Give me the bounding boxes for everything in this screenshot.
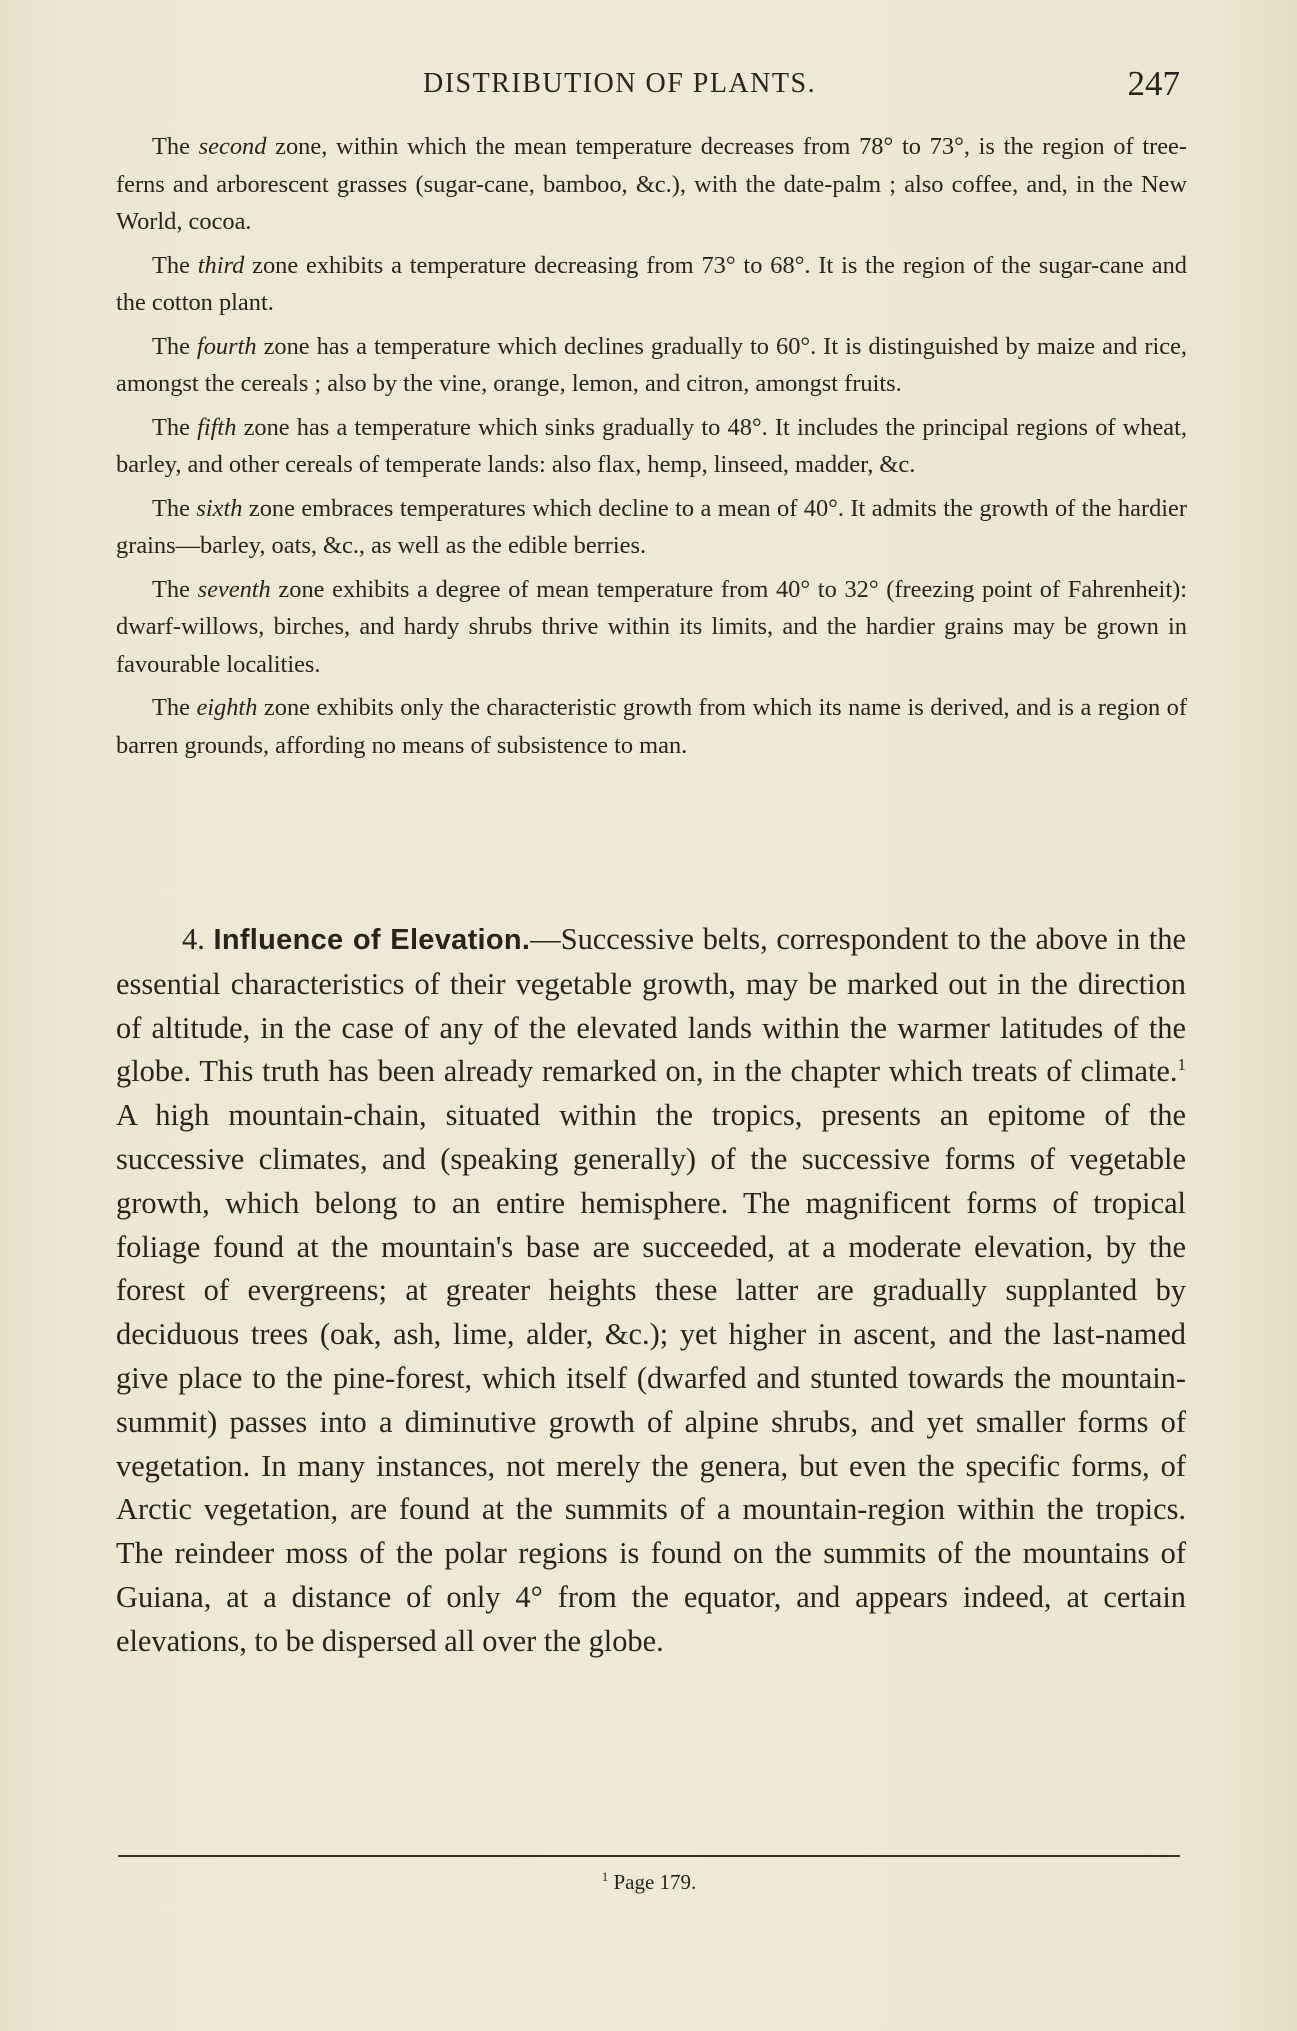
footnote-divider bbox=[118, 1855, 1180, 1857]
section-body-part1: —Successive belts, correspondent to the above in the essential characteristics of their vegetable growth, may be marked out in the direction of altitude, in the case of any of the elevated lands within the warmer latitudes of the globe. This truth has been already remarked on, in the chapter which treats of climate. bbox=[116, 922, 1186, 1089]
zone-prefix: The bbox=[152, 251, 198, 279]
zone-prefix: The bbox=[152, 413, 198, 441]
zone-text: zone has a temperature which declines gradually to 60°. It is distinguished by maize and rice, amongst the cereals ; also by the vine, orange, lemon, and citron, amongst fruits. bbox=[116, 332, 1187, 397]
zone-prefix: The bbox=[152, 332, 197, 360]
footnote bbox=[118, 1870, 1180, 1895]
section-influence-of-elevation bbox=[116, 918, 1186, 1664]
zone-list bbox=[116, 128, 1187, 770]
zone-ordinal: third bbox=[197, 251, 245, 279]
zone-text: zone has a temperature which sinks gradually to 48°. It includes the principal regions of wheat, barley, and other cereals of temperate lands: also flax, hemp, linseed, madder, &c. bbox=[116, 413, 1188, 478]
zone-ordinal: eighth bbox=[196, 694, 258, 721]
section-paragraph bbox=[116, 918, 1186, 1664]
zone-paragraph-fourth bbox=[116, 328, 1187, 403]
section-heading: Influence of Elevation. bbox=[213, 924, 531, 956]
section-number: 4. bbox=[182, 922, 214, 956]
zone-text: zone exhibits only the characteristic growth from which its name is derived, and is a region of barren grounds, affording no means of subsistence to man. bbox=[116, 694, 1187, 759]
zone-ordinal: seventh bbox=[197, 575, 271, 603]
zone-ordinal: fourth bbox=[196, 332, 257, 360]
running-head bbox=[118, 64, 1180, 110]
zone-prefix: The bbox=[152, 575, 198, 603]
zone-paragraph-fifth bbox=[116, 409, 1187, 484]
zone-paragraph-third bbox=[116, 247, 1187, 322]
zone-ordinal: sixth bbox=[196, 494, 243, 522]
zone-text: zone exhibits a degree of mean temperature from 40° to 32° (freezing point of Fahrenheit): dwarf-willows, birches, and hardy shrubs thrive within its limits, and the hardier grains may be grown in favourable localities. bbox=[116, 575, 1187, 678]
zone-text: zone, within which the mean temperature decreases from 78° to 73°, is the region of tree-ferns and arborescent grasses (sugar-cane, bamboo, &c.), with the date-palm ; also coffee, and, in the New World, cocoa. bbox=[116, 133, 1187, 235]
page-number: 247 bbox=[1127, 64, 1180, 103]
zone-paragraph-seventh bbox=[116, 571, 1187, 684]
footnote-marker: 1 bbox=[601, 1869, 609, 1884]
zone-text: zone exhibits a temperature decreasing from 73° to 68°. It is the region of the sugar-cane and the cotton plant. bbox=[116, 251, 1187, 316]
zone-paragraph-sixth bbox=[116, 490, 1187, 565]
footnote-text: Page 179. bbox=[608, 1870, 697, 1894]
zone-paragraph-second bbox=[116, 128, 1187, 241]
footnote-reference[interactable]: 1 bbox=[1177, 1055, 1186, 1075]
zone-prefix: The bbox=[152, 694, 197, 721]
zone-ordinal: fifth bbox=[197, 413, 237, 441]
zone-prefix: The bbox=[152, 494, 197, 522]
running-title: DISTRIBUTION OF PLANTS. bbox=[423, 68, 817, 99]
zone-text: zone embraces temperatures which decline to a mean of 40°. It admits the growth of the hardier grains—barley, oats, &c., as well as the edible berries. bbox=[116, 494, 1187, 559]
section-body-part2: A high mountain-chain, situated within the tropics, presents an epitome of the successive climates, and (speaking generally) of the successive forms of vegetable growth, which belong to an entire hemisphere. The magnificent forms of tropical foliage found at the mountain's base are succeeded, at a moderate elevation, by the forest of evergreens; at greater heights these latter are gradually supplanted by deciduous trees (oak, ash, lime, alder, &c.); yet higher in ascent, and the last-named give place to the pine-forest, which itself (dwarfed and stunted towards the mountain-summit) passes into a diminutive growth of alpine shrubs, and yet smaller forms of vegetation. In many instances, not merely the genera, but even the specific forms, of Arctic vegetation, are found at the summits of a mountain-region within the tropics. The reindeer moss of the polar regions is found on the summits of the mountains of Guiana, at a distance of only 4° from the equator, and appears indeed, at certain elevations, to be dispersed all over the globe. bbox=[116, 1098, 1186, 1658]
zone-prefix: The bbox=[152, 133, 199, 160]
zone-paragraph-eighth bbox=[116, 689, 1187, 764]
zone-ordinal: second bbox=[198, 133, 267, 160]
